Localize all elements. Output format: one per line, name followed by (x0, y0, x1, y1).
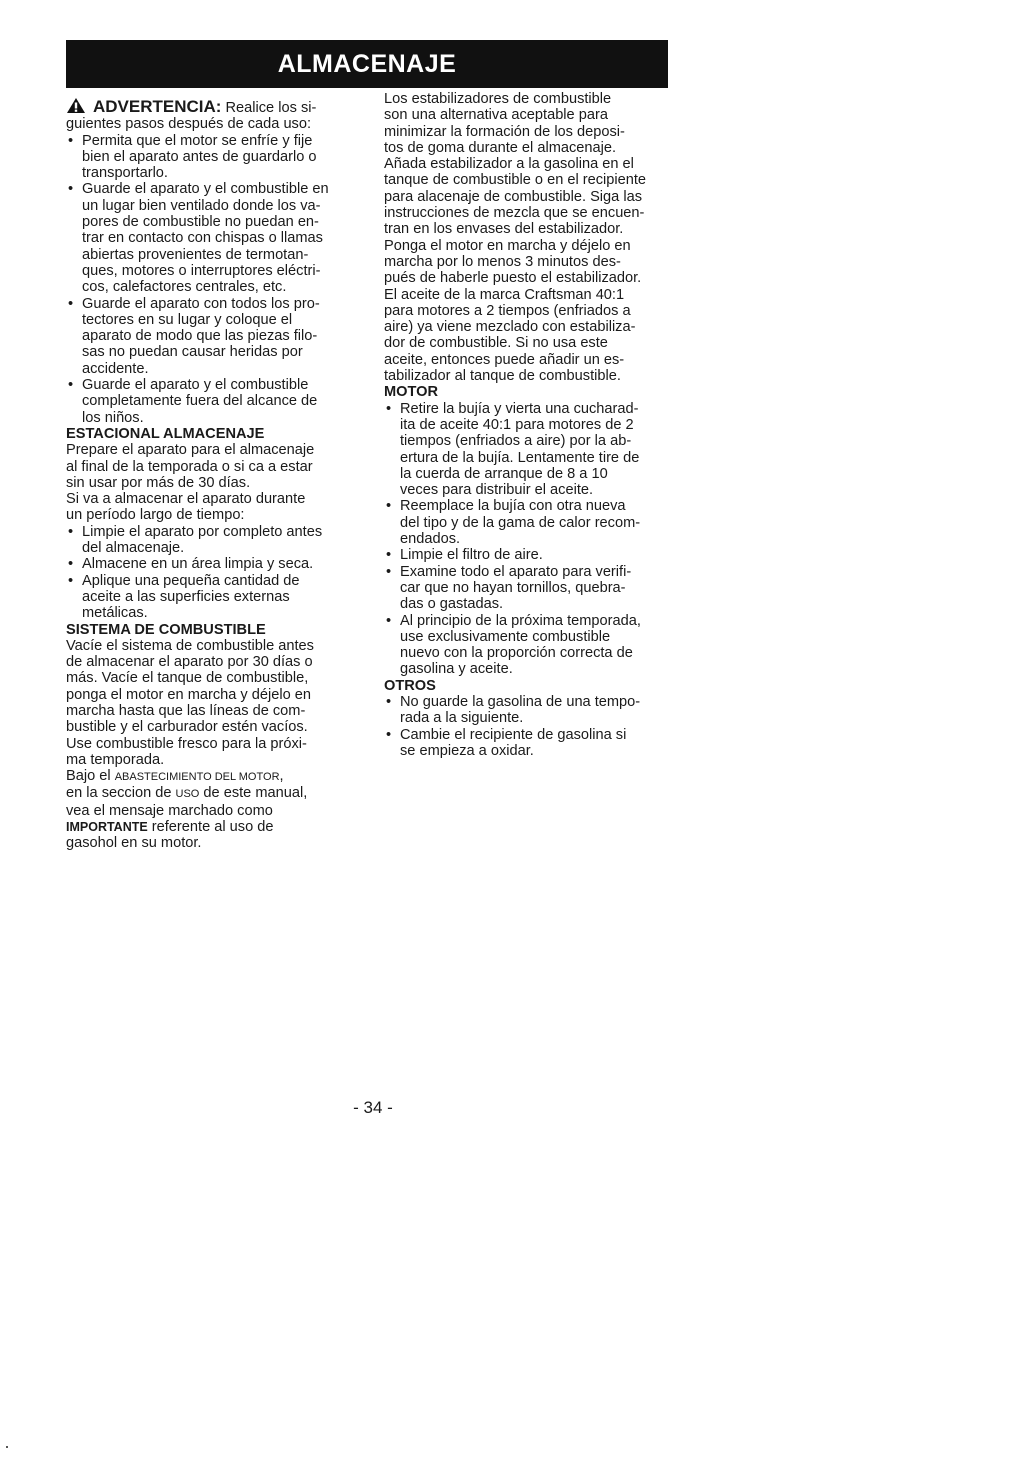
list-item: • Permita que el motor se enfríe y fije bien el aparato antes de guardarlo o transportarlo. (66, 133, 358, 182)
right-column (384, 91, 674, 759)
warning-triangle-icon (66, 97, 86, 114)
section-title: ALMACENAJE (277, 49, 457, 78)
section-banner (66, 40, 668, 88)
warning-intro-line-1 (66, 97, 358, 116)
list-item: • Aplique una pequeña cantidad de aceite a las superficies externas metálicas. (66, 573, 358, 622)
warning-intro-line-2: guientes pasos después de cada uso: (66, 116, 312, 133)
warning-intro-text: Realice los si- (221, 100, 317, 116)
page-number: - 34 - (353, 1098, 393, 1117)
paragraph: Si va a almacenar el aparato durante un período largo de tiempo: (66, 491, 306, 524)
list-item: • Retire la bujía y vierta una cucharad- ita de aceite 40:1 para motores de 2 tiempos (enfriados a aire) por la ab- ertura de la bujía. Lentamente tire de la cuerda de arranque de 8 a 10 veces para distribuir el aceite. (384, 401, 674, 499)
list-item: • Guarde el aparato y el combustible en un lugar bien ventilado donde los va- pores de combustible no puedan en- trar en contacto con chispas o llamas abiertas provenientes de termotan- ques, motores o interruptores eléctri- cos, calefactores centrales, etc. (66, 181, 358, 295)
warning-title: ADVERTENCIA: (93, 97, 222, 116)
list-item: • No guarde la gasolina de una tempo- rada a la siguiente. (384, 694, 674, 727)
list-item: • Cambie el recipiente de gasolina si se empieza a oxidar. (384, 727, 674, 760)
paragraph: El aceite de la marca Craftsman 40:1 para motores a 2 tiempos (enfriados a aire) ya viene mezclado con estabiliza- dor de combustible. Si no usa este aceite, entonces puede añadir un es- tabilizador al tanque de combustible. (384, 286, 636, 385)
list-item: • Guarde el aparato y el combustible completamente fuera del alcance de los niños. (66, 377, 358, 426)
estacional-list (66, 524, 358, 622)
heading-motor: MOTOR (384, 384, 439, 401)
heading-sistema: SISTEMA DE COMBUSTIBLE (66, 621, 266, 638)
list-item: • Guarde el aparato con todos los pro- tectores en su lugar y coloque el aparato de modo que las piezas filo- sas no puedan causar heridas por accidente. (66, 296, 358, 377)
paragraph: Prepare el aparato para el almacenaje al final de la temporada o si ca a estar sin usar por más de 30 días. (66, 442, 315, 491)
list-item: • Examine todo el aparato para verifi- car que no hayan tornillos, quebra- das o gastadas. (384, 564, 674, 613)
list-item: • Al principio de la próxima temporada, use exclusivamente combustible nuevo con la proporción correcta de gasolina y aceite. (384, 613, 674, 678)
warning-list (66, 133, 358, 426)
paragraph: Los estabilizadores de combustible son una alternativa aceptable para minimizar la formación de los deposi- tos de goma durante el almacenaje. Añada estabilizador a la gasolina en el tanque de combustible o en el recipiente para alacenaje de combustible. Siga las instrucciones de mezcla que se encuen- tran en los envases del estabilizador. Ponga el motor en marcha y déjelo en marcha por lo menos 3 minutos des- pués de haberle puesto el estabilizador. (384, 91, 647, 287)
gasohol-note: Bajo el ABASTECIMIENTO DEL MOTOR, en la seccion de USO de este manual, vea el mensaje marchado como IMPORTANTE referente al uso de gasohol en su motor. (66, 768, 308, 852)
paragraph: Vacíe el sistema de combustible antes de almacenar el aparato por 30 días o más. Vacíe el tanque de combustible, ponga el motor en marcha y déjelo en marcha hasta que las líneas de com- bustible y el carburador estén vacíos. Use combustible fresco para la próxi- ma temporada. (66, 637, 314, 768)
otros-list (384, 694, 674, 759)
warning-block (66, 97, 358, 133)
list-item: • Limpie el filtro de aire. (384, 547, 674, 563)
heading-estacional: ESTACIONAL ALMACENAJE (66, 425, 265, 442)
list-item: • Limpie el aparato por completo antes del almacenaje. (66, 524, 358, 557)
list-item: • Reemplace la bujía con otra nueva del tipo y de la gama de calor recom- endados. (384, 498, 674, 547)
heading-otros: OTROS (384, 677, 436, 694)
motor-list (384, 401, 674, 678)
list-item: • Almacene en un área limpia y seca. (66, 556, 358, 572)
left-column (66, 91, 358, 852)
scan-artifact (6, 1446, 8, 1448)
